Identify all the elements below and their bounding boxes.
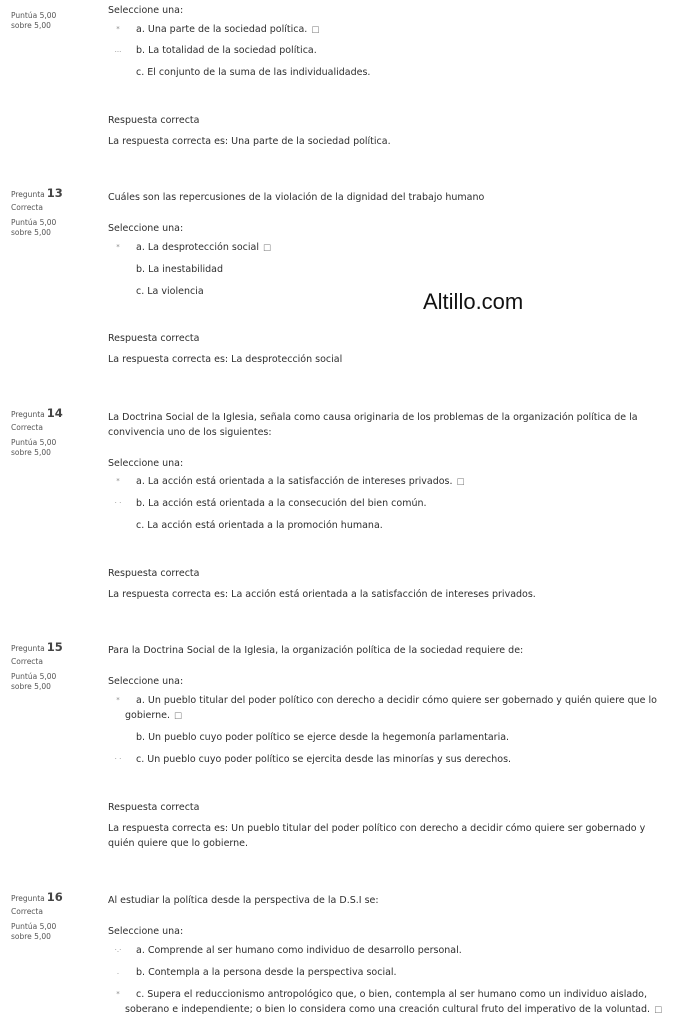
option-marker: * xyxy=(116,696,120,704)
option-text: a. Una parte de la sociedad política. xyxy=(136,24,308,35)
question-text: Cuáles son las repercusiones de la violación de la dignidad del trabajo humano xyxy=(108,192,485,203)
option-text: c. Un pueblo cuyo poder político se ejercita desde las minorías y sus derechos. xyxy=(136,754,512,765)
option-marker: * xyxy=(116,990,120,998)
question-grade: Puntúa 5,00 sobre 5,00 xyxy=(11,672,57,691)
option-text: a. La acción está orientada a la satisfacción de intereses privados. xyxy=(136,476,453,487)
answer-option-b[interactable] xyxy=(108,730,673,745)
answer-option-a[interactable] xyxy=(108,22,673,38)
feedback-title: Respuesta correcta xyxy=(108,802,200,813)
checkbox-icon: □ xyxy=(173,711,183,721)
answer-option-a[interactable] xyxy=(108,943,673,958)
option-marker: · · xyxy=(114,755,122,763)
answer-option-a[interactable] xyxy=(108,693,673,724)
question-grade: Puntúa 5,00 sobre 5,00 xyxy=(11,11,57,30)
option-text: a. Un pueblo titular del poder político con derecho a decidir cómo quiere ser gobernado y quién quiere que lo gobierne. xyxy=(125,695,657,721)
option-text: a. La desprotección social xyxy=(136,242,259,253)
question-info xyxy=(11,188,91,238)
question-number: 13 xyxy=(46,186,63,200)
question-state: Correcta xyxy=(11,423,43,432)
option-marker: ... xyxy=(114,46,122,54)
option-marker: · · xyxy=(114,499,122,507)
answer-option-a[interactable] xyxy=(108,240,673,256)
checkbox-icon: □ xyxy=(654,1005,663,1015)
select-one-prompt: Seleccione una: xyxy=(108,5,184,16)
answer-option-c[interactable] xyxy=(108,284,673,299)
checkbox-icon: □ xyxy=(311,25,320,35)
question-grade: Puntúa 5,00 sobre 5,00 xyxy=(11,218,57,237)
option-marker: * xyxy=(116,243,120,251)
option-marker: * xyxy=(116,477,120,485)
feedback-text: La respuesta correcta es: La desprotección social xyxy=(108,354,343,365)
option-text: c. El conjunto de la suma de las individualidades. xyxy=(136,67,371,78)
question-text: Para la Doctrina Social de la Iglesia, la organización política de la sociedad requiere de: xyxy=(108,645,524,656)
answer-option-b[interactable] xyxy=(108,43,673,58)
question-state: Correcta xyxy=(11,907,43,916)
question-state: Correcta xyxy=(11,203,43,212)
option-text: b. Un pueblo cuyo poder político se ejerce desde la hegemonía parlamentaria. xyxy=(136,732,510,743)
option-text: c. La violencia xyxy=(136,286,204,297)
checkbox-icon: □ xyxy=(456,477,465,487)
answer-option-b[interactable] xyxy=(108,496,673,511)
question-text: La Doctrina Social de la Iglesia, señala como causa originaria de los problemas de la organización política de la convivencia uno de los siguientes: xyxy=(108,412,638,438)
checkbox-icon: □ xyxy=(262,243,271,253)
question-label: Pregunta xyxy=(11,894,45,903)
option-text: b. La totalidad de la sociedad política. xyxy=(136,45,317,56)
answer-option-c[interactable] xyxy=(108,752,673,767)
select-one-prompt: Seleccione una: xyxy=(108,223,184,234)
question-info xyxy=(11,408,91,458)
feedback-text: La respuesta correcta es: La acción está orientada a la satisfacción de intereses privados. xyxy=(108,589,536,600)
option-text: b. La inestabilidad xyxy=(136,264,224,275)
question-grade: Puntúa 5,00 sobre 5,00 xyxy=(11,438,57,457)
question-text: Al estudiar la política desde la perspectiva de la D.S.I se: xyxy=(108,895,379,906)
option-text: b. La acción está orientada a la consecución del bien común. xyxy=(136,498,427,509)
question-state: Correcta xyxy=(11,657,43,666)
feedback-title: Respuesta correcta xyxy=(108,568,200,579)
select-one-prompt: Seleccione una: xyxy=(108,926,184,937)
question-label: Pregunta xyxy=(11,190,45,199)
question-info xyxy=(11,642,91,692)
answer-option-b[interactable] xyxy=(108,262,673,277)
feedback-title: Respuesta correcta xyxy=(108,333,200,344)
option-marker: . xyxy=(116,968,120,976)
select-one-prompt: Seleccione una: xyxy=(108,676,184,687)
option-text: c. Supera el reduccionismo antropológico que, o bien, contempla al ser humano como un individuo aislado, soberano e independiente; o bien lo considera como una creación cultural fruto del imperativo de la voluntad. xyxy=(125,989,651,1015)
feedback-title: Respuesta correcta xyxy=(108,115,200,126)
option-text: c. La acción está orientada a la promoción humana. xyxy=(136,520,383,531)
answer-option-b[interactable] xyxy=(108,965,673,980)
feedback-text: La respuesta correcta es: Un pueblo titular del poder político con derecho a decidir cómo quiere ser gobernado y quién quiere que lo gobierne. xyxy=(108,823,646,849)
feedback-text: La respuesta correcta es: Una parte de la sociedad política. xyxy=(108,136,391,147)
answer-option-a[interactable] xyxy=(108,474,673,490)
question-number: 16 xyxy=(46,890,63,904)
question-number: 15 xyxy=(46,640,63,654)
option-text: a. Comprende al ser humano como individuo de desarrollo personal. xyxy=(136,945,462,956)
option-marker: * xyxy=(116,25,120,33)
question-info xyxy=(11,892,91,942)
answer-option-c[interactable] xyxy=(108,65,673,80)
answer-option-c[interactable] xyxy=(108,987,673,1018)
question-label: Pregunta xyxy=(11,644,45,653)
question-grade: Puntúa 5,00 sobre 5,00 xyxy=(11,922,57,941)
question-label: Pregunta xyxy=(11,410,45,419)
answer-option-c[interactable] xyxy=(108,518,673,533)
watermark: Altillo.com xyxy=(423,289,524,314)
select-one-prompt: Seleccione una: xyxy=(108,458,184,469)
question-number: 14 xyxy=(46,406,63,420)
option-text: b. Contempla a la persona desde la perspectiva social. xyxy=(136,967,397,978)
option-marker: ·.· xyxy=(114,946,122,954)
question-info xyxy=(11,6,91,31)
